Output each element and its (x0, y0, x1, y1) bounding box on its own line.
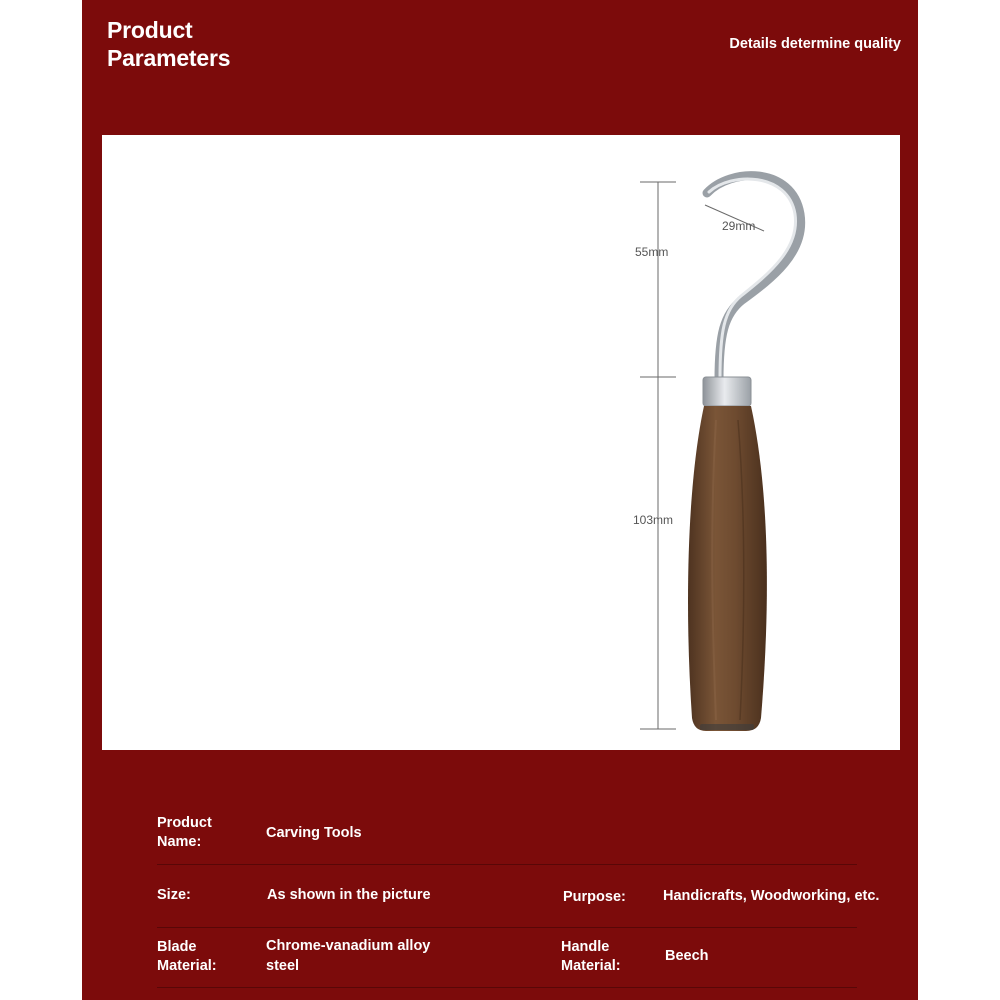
table-divider (157, 927, 857, 928)
page-title (107, 16, 230, 72)
blade-material-label: Blade Material: (157, 939, 217, 974)
table-divider (157, 864, 857, 865)
ferrule (703, 377, 751, 406)
product-photo (102, 135, 900, 750)
blade-material-value: Chrome-vanadium alloy steel (266, 938, 431, 974)
wooden-handle (688, 406, 767, 731)
purpose-value: Handicrafts, Woodworking, etc. (663, 888, 880, 904)
hook-diameter-label: 29mm (722, 219, 756, 233)
handle-end-cap (700, 724, 754, 730)
size-value: As shown in the picture (267, 887, 431, 903)
handle-material-value: Beech (665, 948, 709, 964)
handle-length-label: 103mm (633, 513, 674, 527)
page-title-line-1: Product (107, 17, 193, 43)
carving-tool-diagram (102, 135, 900, 750)
table-divider (157, 987, 857, 988)
product-name-label: Product Name: (157, 815, 212, 850)
hook-blade (707, 176, 801, 380)
tagline: Details determine quality (729, 36, 901, 52)
handle-material-label: Handle Material: (561, 939, 621, 974)
size-label: Size: (157, 887, 191, 903)
product-name-value: Carving Tools (266, 825, 362, 841)
blade-height-label: 55mm (635, 245, 669, 259)
purpose-label: Purpose: (563, 889, 626, 905)
page-title-line-2: Parameters (107, 45, 231, 71)
